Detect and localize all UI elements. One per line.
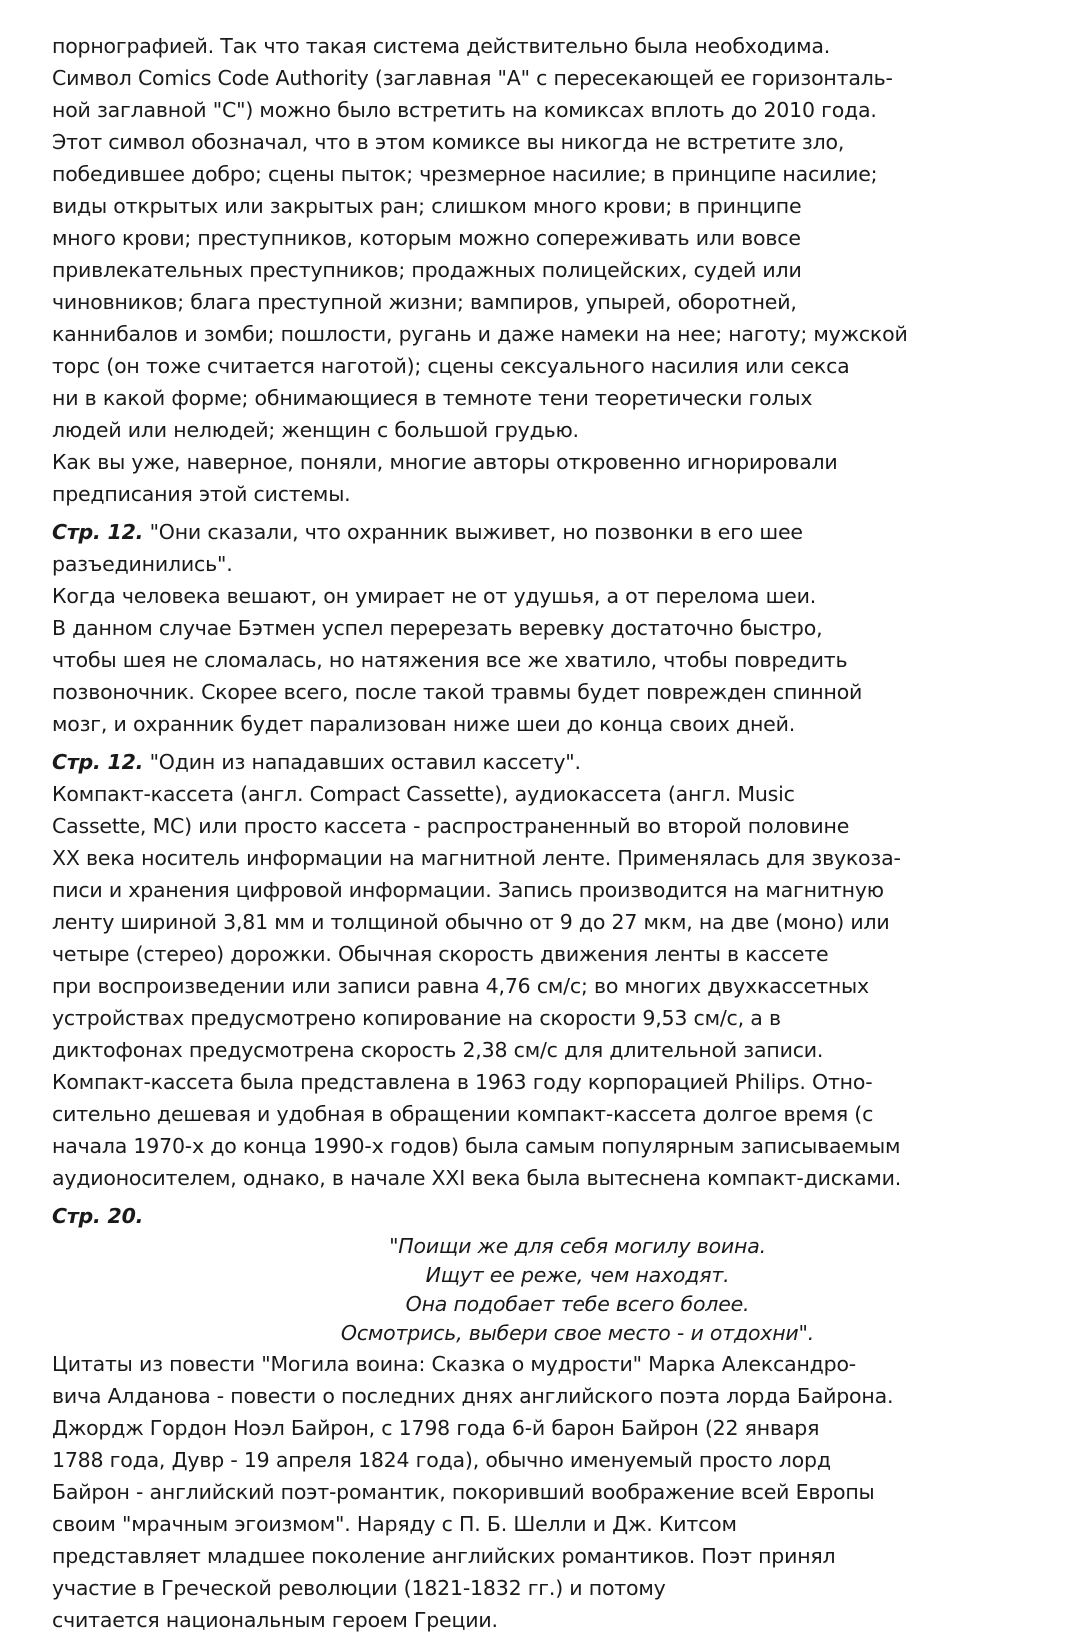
text-line: чтобы шея не сломалась, но натяжения все же хватило, чтобы повредить bbox=[52, 648, 848, 672]
text-line: Цитаты из повести "Могила воина: Сказка о мудрости" Марка Александро- bbox=[52, 1352, 856, 1376]
note-heading-line bbox=[52, 1200, 1033, 1232]
note-page-12-guard bbox=[52, 516, 1033, 740]
quote-line: Она подобает тебе всего более. bbox=[405, 1292, 750, 1316]
text-line: Cassette, MC) или просто кассета - распространенный во второй половине bbox=[52, 814, 850, 838]
text-line: каннибалов и зомби; пошлости, ругань и даже намеки на нее; наготу; мужской bbox=[52, 322, 908, 346]
text-line: Компакт-кассета была представлена в 1963 году корпорацией Philips. Отно- bbox=[52, 1070, 873, 1094]
note-heading-line bbox=[52, 516, 1033, 548]
text-line: писи и хранения цифровой информации. Запись производится на магнитную bbox=[52, 878, 884, 902]
text-line: позвоночник. Скорее всего, после такой травмы будет поврежден спинной bbox=[52, 680, 863, 704]
note-title: "Один из нападавших оставил кассету". bbox=[143, 750, 581, 774]
text-line: В данном случае Бэтмен успел перерезать веревку достаточно быстро, bbox=[52, 616, 823, 640]
text-line: четыре (стерео) дорожки. Обычная скорость движения ленты в кассете bbox=[52, 942, 829, 966]
text-line: виды открытых или закрытых ран; слишком много крови; в принципе bbox=[52, 194, 802, 218]
text-line: Когда человека вешают, он умирает не от удушья, а от перелома шеи. bbox=[52, 584, 817, 608]
text-line: считается национальным героем Греции. bbox=[52, 1608, 498, 1632]
quote-line: Ищут ее реже, чем находят. bbox=[425, 1263, 730, 1287]
text-line: начала 1970-х до конца 1990-х годов) была самым популярным записываемым bbox=[52, 1134, 901, 1158]
text-line: мозг, и охранник будет парализован ниже шеи до конца своих дней. bbox=[52, 712, 796, 736]
text-line: порнографией. Так что такая система действительно была необходима. bbox=[52, 34, 831, 58]
text-line: своим "мрачным эгоизмом". Наряду с П. Б. Шелли и Дж. Китсом bbox=[52, 1512, 737, 1536]
text-line: участие в Греческой революции (1821-1832 гг.) и потому bbox=[52, 1576, 666, 1600]
text-line: Этот символ обозначал, что в этом комиксе вы никогда не встретите зло, bbox=[52, 130, 845, 154]
epigraph-quote bbox=[52, 1232, 1033, 1348]
text-line: Символ Comics Code Authority (заглавная "A" с пересекающей ее горизонталь- bbox=[52, 66, 893, 90]
note-page-20-byron bbox=[52, 1200, 1033, 1636]
note-heading: Стр. 20. bbox=[52, 1204, 144, 1228]
text-line: устройствах предусмотрено копирование на скорости 9,53 см/с, а в bbox=[52, 1006, 781, 1030]
text-line: 1788 года, Дувр - 19 апреля 1824 года), обычно именуемый просто лорд bbox=[52, 1448, 831, 1472]
text-line: много крови; преступников, которым можно сопереживать или вовсе bbox=[52, 226, 801, 250]
note-page-12-cassette bbox=[52, 746, 1033, 1194]
text-line: победившее добро; сцены пыток; чрезмерное насилие; в принципе насилие; bbox=[52, 162, 878, 186]
text-line: вича Алданова - повести о последних днях английского поэта лорда Байрона. bbox=[52, 1384, 894, 1408]
note-heading-line bbox=[52, 746, 1033, 778]
text-line: при воспроизведении или записи равна 4,76 см/с; во многих двухкассетных bbox=[52, 974, 869, 998]
text-line: ни в какой форме; обнимающиеся в темноте тени теоретически голых bbox=[52, 386, 813, 410]
text-line: предписания этой системы. bbox=[52, 482, 351, 506]
text-line: чиновников; блага преступной жизни; вампиров, упырей, оборотней, bbox=[52, 290, 797, 314]
text-line: разъединились". bbox=[52, 552, 233, 576]
text-line: Как вы уже, наверное, поняли, многие авторы откровенно игнорировали bbox=[52, 450, 838, 474]
text-line: Джордж Гордон Ноэл Байрон, с 1798 года 6-й барон Байрон (22 января bbox=[52, 1416, 820, 1440]
note-title: "Они сказали, что охранник выживет, но позвонки в его шее bbox=[143, 520, 803, 544]
text-line: аудионосителем, однако, в начале XXI века была вытеснена компакт-дисками. bbox=[52, 1166, 902, 1190]
text-line: привлекательных преступников; продажных полицейских, судей или bbox=[52, 258, 802, 282]
quote-line: Осмотрись, выбери свое место - и отдохни". bbox=[340, 1321, 815, 1345]
text-line: диктофонах предусмотрена скорость 2,38 см/с для длительной записи. bbox=[52, 1038, 824, 1062]
text-line: Компакт-кассета (англ. Compact Cassette), аудиокассета (англ. Music bbox=[52, 782, 795, 806]
text-line: торс (он тоже считается наготой); сцены сексуального насилия или секса bbox=[52, 354, 850, 378]
text-line: сительно дешевая и удобная в обращении компакт-кассета долгое время (с bbox=[52, 1102, 874, 1126]
text-line: Байрон - английский поэт-романтик, покоривший воображение всей Европы bbox=[52, 1480, 875, 1504]
text-line: ной заглавной "C") можно было встретить на комиксах вплоть до 2010 года. bbox=[52, 98, 877, 122]
text-line: людей или нелюдей; женщин с большой грудью. bbox=[52, 418, 579, 442]
text-line: представляет младшее поколение английских романтиков. Поэт принял bbox=[52, 1544, 836, 1568]
note-heading: Стр. 12. bbox=[52, 520, 144, 544]
text-line: ленту шириной 3,81 мм и толщиной обычно от 9 до 27 мкм, на две (моно) или bbox=[52, 910, 890, 934]
intro-paragraph bbox=[52, 30, 1033, 510]
quote-line: "Поищи же для себя могилу воина. bbox=[389, 1234, 766, 1258]
text-line: XX века носитель информации на магнитной ленте. Применялась для звукоза- bbox=[52, 846, 901, 870]
note-heading: Стр. 12. bbox=[52, 750, 144, 774]
